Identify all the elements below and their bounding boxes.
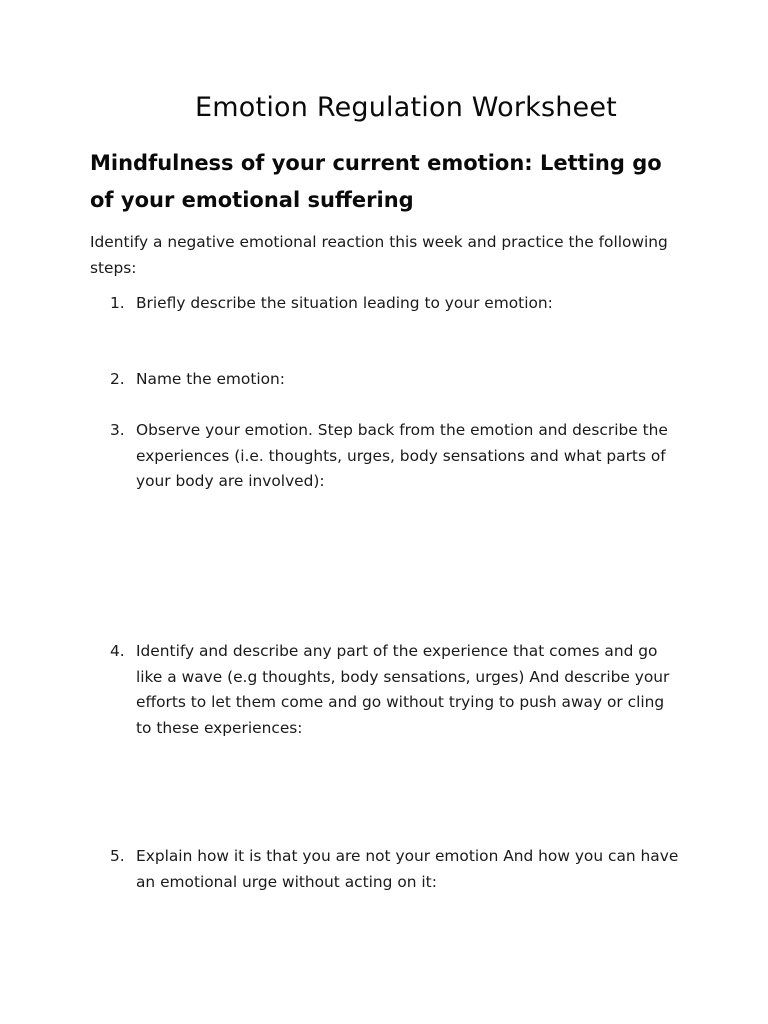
step-item-3 [110,418,680,495]
step-number: 1. [110,294,125,312]
step-text: Observe your emotion. Step back from the emotion and describe the experiences (i.e. thoughts, urges, body sensations and what parts of your body are involved): [136,421,668,490]
step-item-5 [110,844,680,895]
step-item-2 [110,367,680,393]
section-heading: Mindfulness of your current emotion: Letting go of your emotional suffering [90,151,662,212]
step-number: 4. [110,642,125,660]
step-text: Identify and describe any part of the experience that comes and go like a wave (e.g thoughts, body sensations, urges) And describe your efforts to let them come and go without trying to push away or cling to these experiences: [136,642,670,737]
step-number: 5. [110,847,125,865]
step-item-1 [110,291,680,317]
page-title: Emotion Regulation Worksheet [195,92,617,123]
step-item-4 [110,639,680,741]
step-text: Name the emotion: [136,370,285,388]
step-text: Explain how it is that you are not your emotion And how you can have an emotional urge without acting on it: [136,847,679,891]
intro-paragraph: Identify a negative emotional reaction this week and practice the following steps: [90,233,668,277]
step-text: Briefly describe the situation leading to your emotion: [136,294,553,312]
step-number: 3. [110,421,125,439]
step-number: 2. [110,370,125,388]
